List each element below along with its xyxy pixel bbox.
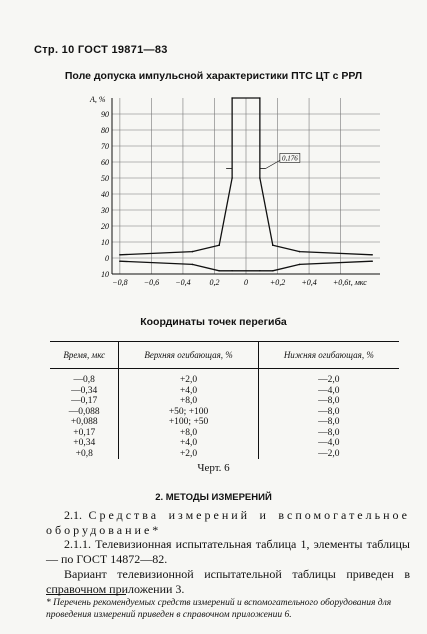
y-tick-label: 90 [101,110,109,119]
table-row [50,369,399,386]
cell-lower: —4,0 [258,386,399,397]
table-row [50,428,399,439]
cell-upper: +2,0 [119,369,258,386]
table-row [50,386,399,397]
y-tick-label: 70 [101,142,109,151]
data-point [192,264,194,266]
y-tick-label: 60 [101,158,109,167]
footnote-rule [46,594,126,595]
cell-lower: —8,0 [258,407,399,418]
data-point [231,270,233,272]
cell-upper: +4,0 [119,386,258,397]
paragraph-variant: Вариант телевизионной испытательной таблицы приведен в справочном приложении 3. [46,567,410,596]
x-tick-label: −0,8 [112,278,128,287]
x-tick-label: 0,2 [209,278,220,287]
y-tick-label: 10 [101,270,109,279]
cell-time: +0,8 [75,448,93,459]
data-point [218,244,220,246]
x-tick-label: +0,4 [301,278,317,287]
x-axis-label: t, мкс [348,278,367,287]
y-tick-label: 80 [101,126,109,135]
cell-upper: +2,0 [119,449,258,460]
inflection-points-table [50,341,399,459]
data-point [259,270,261,272]
data-point [119,254,121,256]
y-tick-label: 30 [101,206,109,215]
cell-lower: —8,0 [258,396,399,407]
cell-upper: +4,0 [119,438,258,449]
annotation-label: 0,176 [281,154,298,163]
paragraph-2-1-text: Средства измерений и вспомогательное оборудование* [46,508,410,537]
footnote: * Перечень рекомендуемых средств измерений и вспомогательного оборудования для проведения измерений приведен в справочном приложении 6. [46,598,392,620]
figure-label: Черт. 6 [197,462,230,474]
cell-time: +0,088 [70,417,98,427]
tolerance-chart [0,88,427,310]
y-tick-label: 50 [101,174,109,183]
header-lower: Нижняя огибающая, % [258,342,399,369]
cell-time: —0,17 [71,396,98,406]
cell-upper: +50; +100 [119,407,258,418]
paragraph-2-1 [46,508,410,538]
cell-lower: —2,0 [258,449,399,460]
data-point [272,270,274,272]
data-point [371,260,373,262]
cell-time: —0,34 [71,385,98,396]
x-tick-label: +0,6 [332,278,349,287]
data-point [231,97,233,99]
table-row [50,438,399,449]
data-point [259,177,261,179]
table-header-row [50,342,399,369]
y-tick-label: 0 [105,254,109,263]
x-tick-label: 0 [244,278,248,287]
data-point [272,244,274,246]
paragraph-2-1-number: 2.1. [64,508,82,522]
data-point [299,264,301,266]
x-tick-label: +0,2 [269,278,286,287]
cell-lower: —8,0 [258,417,399,428]
cell-time: —0,8 [73,375,95,385]
y-tick-label: 20 [101,222,109,231]
header-upper: Верхняя огибающая, % [119,342,258,369]
data-point [119,260,121,262]
x-tick-label: −0,6 [143,278,160,287]
cell-time: +0,34 [73,438,96,448]
data-point [218,270,220,272]
table-row [50,407,399,418]
cell-lower: —4,0 [258,438,399,449]
cell-upper: +100; +50 [119,417,258,428]
section-title: 2. МЕТОДЫ ИЗМЕРЕНИЙ [155,492,272,503]
data-point [231,177,233,179]
y-tick-label: 40 [101,190,109,199]
y-axis-label: A, % [90,95,106,104]
cell-lower: —2,0 [258,369,399,386]
table-row [50,417,399,428]
header-time: Время, мкс [50,342,119,369]
data-point [299,251,301,253]
table-title: Координаты точек перегиба [140,316,287,328]
x-tick-label: −0,4 [175,278,191,287]
data-point [259,97,261,99]
data-point [371,254,373,256]
cell-time: —0,088 [68,406,100,417]
paragraph-2-1-1: 2.1.1. Телевизионная испытательная таблица 1, элементы таблицы — по ГОСТ 14872—82. [46,537,410,566]
cell-lower: —8,0 [258,428,399,439]
chart-title: Поле допуска импульсной характеристики ПТС ЦТ с РРЛ [64,70,363,82]
page-header: Стр. 10 ГОСТ 19871—83 [34,44,168,56]
cell-upper: +8,0 [119,428,258,439]
cell-upper: +8,0 [119,396,258,407]
y-tick-label: 10 [101,238,109,247]
table-row [50,396,399,407]
data-point [192,251,194,253]
table-row [50,449,399,460]
cell-time: +0,17 [73,427,96,438]
